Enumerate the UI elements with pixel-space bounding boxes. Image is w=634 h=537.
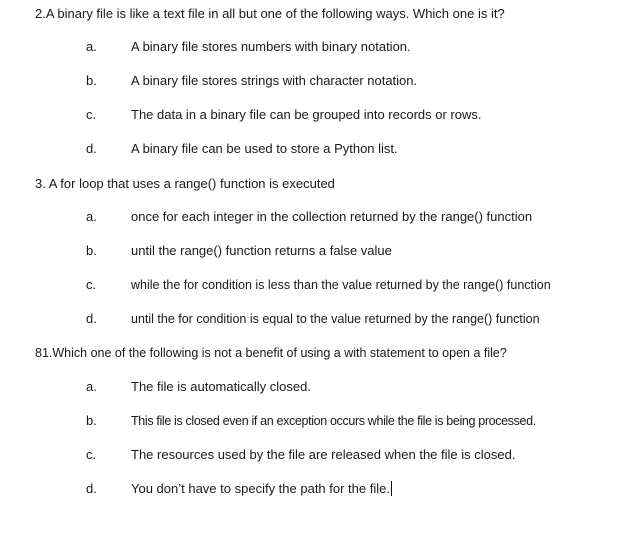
option-text: A binary file can be used to store a Python list. bbox=[131, 141, 398, 156]
option-text: until the for condition is equal to the value returned by the range() function bbox=[131, 312, 540, 326]
option-letter: d. bbox=[86, 481, 97, 496]
question-stem: 2.A binary file is like a text file in all but one of the following ways. Which one is it? bbox=[35, 6, 505, 21]
option-letter: c. bbox=[86, 277, 97, 292]
question-stem: 81.Which one of the following is not a benefit of using a with statement to open a file? bbox=[35, 346, 507, 360]
option-text: The data in a binary file can be grouped into records or rows. bbox=[131, 107, 482, 122]
text-cursor bbox=[391, 481, 392, 496]
option-letter: b. bbox=[86, 243, 97, 258]
option-letter: a. bbox=[86, 39, 97, 54]
option-text: A binary file stores numbers with binary notation. bbox=[131, 39, 411, 54]
option-letter: c. bbox=[86, 107, 97, 122]
option-letter: a. bbox=[86, 379, 97, 394]
option-text[interactable]: You don’t have to specify the path for the file. bbox=[131, 481, 390, 496]
option-text: once for each integer in the collection returned by the range() function bbox=[131, 209, 533, 224]
option-text: The resources used by the file are released when the file is closed. bbox=[131, 447, 516, 462]
option-letter: c. bbox=[86, 447, 97, 462]
option-letter: b. bbox=[86, 73, 97, 88]
option-text: The file is automatically closed. bbox=[131, 379, 311, 394]
option-text: This file is closed even if an exception occurs while the file is being processed. bbox=[131, 414, 536, 428]
option-letter: b. bbox=[86, 413, 97, 428]
option-text-row[interactable] bbox=[131, 481, 392, 497]
question-stem: 3. A for loop that uses a range() function is executed bbox=[35, 176, 335, 191]
option-text: while the for condition is less than the value returned by the range() function bbox=[131, 278, 551, 292]
option-text: until the range() function returns a false value bbox=[131, 243, 392, 258]
option-letter: a. bbox=[86, 209, 97, 224]
option-text: A binary file stores strings with character notation. bbox=[131, 73, 418, 88]
option-letter: d. bbox=[86, 311, 97, 326]
option-letter: d. bbox=[86, 141, 97, 156]
